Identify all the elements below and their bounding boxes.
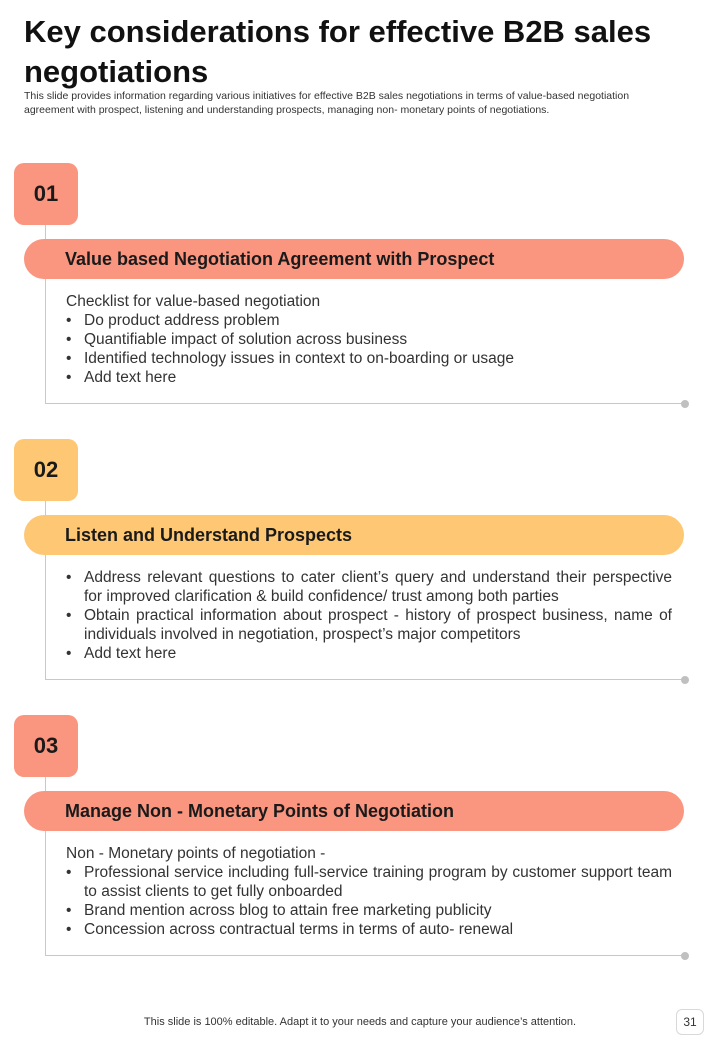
bullet-item xyxy=(66,644,672,663)
bullet-glyph: • xyxy=(66,902,72,919)
bullet-glyph: • xyxy=(66,607,72,624)
bullet-text: Address relevant questions to cater client’s query and understand their perspective for improved clarification & build confidence/ trust among both parties xyxy=(84,569,672,605)
bullet-item xyxy=(66,920,672,939)
bullet-text: Identified technology issues in context to on-boarding or usage xyxy=(84,350,514,367)
section-intro: Checklist for value-based negotiation xyxy=(66,293,321,310)
section-heading: Value based Negotiation Agreement with Prospect xyxy=(65,248,495,269)
section-body xyxy=(66,844,672,939)
bullet-glyph: • xyxy=(66,645,72,662)
section-header-bar xyxy=(24,791,684,831)
bullet-text: Do product address problem xyxy=(84,312,280,329)
section-number-badge: 03 xyxy=(14,715,78,777)
bullet-text: Professional service including full-service training program by customer support team to assist clients to get fully onboarded xyxy=(84,864,672,900)
section-heading: Manage Non - Monetary Points of Negotiation xyxy=(65,800,455,821)
bullet-text: Brand mention across blog to attain free marketing publicity xyxy=(84,902,492,919)
section-header-bar xyxy=(24,515,684,555)
footer-note: This slide is 100% editable. Adapt it to your needs and capture your audience’s attention. xyxy=(143,1016,577,1028)
section-divider-horizontal xyxy=(45,403,683,404)
page-title: Key considerations for effective B2B sales negotiations xyxy=(24,14,652,89)
bullet-glyph: • xyxy=(66,569,72,586)
bullet-text: Quantifiable impact of solution across business xyxy=(84,331,408,348)
section-end-dot xyxy=(681,952,689,960)
bullet-glyph: • xyxy=(66,369,72,386)
section-divider-horizontal xyxy=(45,955,683,956)
bullet-item xyxy=(66,311,672,330)
bullet-item xyxy=(66,568,672,606)
section-heading: Listen and Understand Prospects xyxy=(65,524,353,545)
section-number-badge: 02 xyxy=(14,439,78,501)
bullet-item xyxy=(66,863,672,901)
section-value-based-negotiation xyxy=(0,163,720,413)
section-body xyxy=(66,568,672,663)
section-non-monetary-points xyxy=(0,715,720,965)
bullet-text: Concession across contractual terms in terms of auto- renewal xyxy=(84,921,514,938)
bullet-item xyxy=(66,606,672,644)
bullet-glyph: • xyxy=(66,312,72,329)
bullet-glyph: • xyxy=(66,921,72,938)
bullet-item xyxy=(66,330,672,349)
bullet-text: Add text here xyxy=(84,369,177,386)
bullet-text: Obtain practical information about prospect - history of prospect business, name of individuals involved in negotiation, prospect’s major competitors xyxy=(84,607,672,643)
section-listen-understand xyxy=(0,439,720,689)
bullet-item xyxy=(66,368,672,387)
page-number: 31 xyxy=(676,1009,704,1035)
bullet-item xyxy=(66,901,672,920)
bullet-list xyxy=(66,863,672,939)
section-body xyxy=(66,292,672,387)
section-end-dot xyxy=(681,676,689,684)
section-intro: Non - Monetary points of negotiation - xyxy=(66,845,326,862)
section-number-badge: 01 xyxy=(14,163,78,225)
bullet-list xyxy=(66,311,672,387)
bullet-glyph: • xyxy=(66,331,72,348)
page-subtitle: This slide provides information regarding various initiatives for effective B2B sales negotiations in terms of value-based negotiation agreement with prospect, listening and understanding prospects, managing non- monetary points of negotiations. xyxy=(24,90,630,116)
section-header-bar xyxy=(24,239,684,279)
bullet-glyph: • xyxy=(66,864,72,881)
section-divider-horizontal xyxy=(45,679,683,680)
bullet-list xyxy=(66,568,672,663)
bullet-glyph: • xyxy=(66,350,72,367)
bullet-text: Add text here xyxy=(84,645,177,662)
bullet-item xyxy=(66,349,672,368)
section-end-dot xyxy=(681,400,689,408)
